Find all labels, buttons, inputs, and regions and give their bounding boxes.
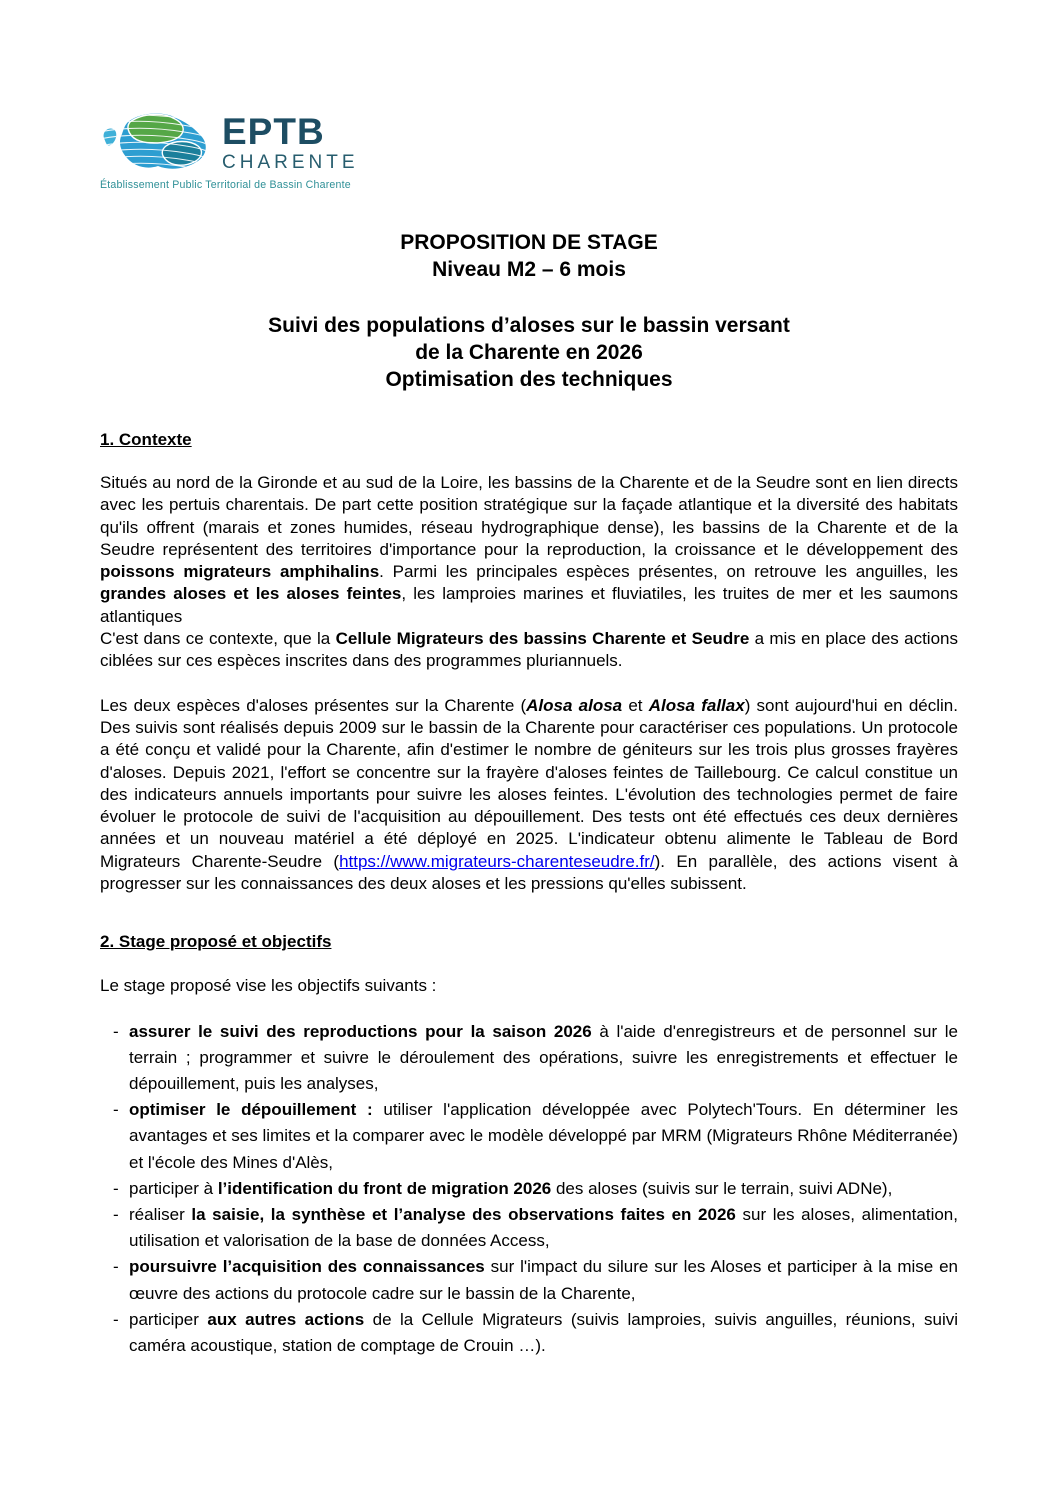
stage-intro: Le stage proposé vise les objectifs suivants : bbox=[100, 976, 437, 996]
objectives-list bbox=[112, 1019, 958, 1360]
bullet-marker: - bbox=[113, 1178, 119, 1198]
text-run: poursuivre l’acquisition des connaissances bbox=[129, 1257, 485, 1277]
text-run: Cellule Migrateurs des bassins Charente et Seudre bbox=[335, 629, 750, 649]
text-run: des aloses (suivis sur le terrain, suivi ADNe), bbox=[551, 1178, 893, 1198]
text-run: C'est dans ce contexte, que la bbox=[100, 629, 336, 649]
text-run: a mis en place des actions ciblées sur ces espèces inscrites dans des programmes pluriannuels. bbox=[100, 629, 958, 671]
document-subtitle-block bbox=[100, 312, 958, 393]
migrateurs-website-link[interactable]: https://www.migrateurs-charenteseudre.fr/ bbox=[339, 851, 655, 871]
bullet-marker: - bbox=[113, 1205, 119, 1225]
document-title-block bbox=[100, 229, 958, 283]
text-run: participer à bbox=[129, 1178, 218, 1198]
subtitle-line-3: Optimisation des techniques bbox=[385, 368, 673, 391]
text-run: réaliser bbox=[129, 1205, 192, 1225]
logo-tagline: Établissement Public Territorial de Bassin Charente bbox=[100, 179, 351, 191]
document-title: PROPOSITION DE STAGE bbox=[400, 231, 658, 254]
contexte-paragraph-1 bbox=[100, 472, 958, 673]
text-run: l’identification du front de migration 2026 bbox=[217, 1178, 552, 1198]
objective-item bbox=[112, 1254, 958, 1306]
objective-item bbox=[112, 1202, 958, 1254]
objective-item bbox=[112, 1307, 958, 1359]
logo-brand: EPTB bbox=[222, 111, 325, 152]
text-run: Situés au nord de la Gironde et au sud de la Loire, les bassins de la Charente et de la Seudre sont en lien directs avec les pertuis charentais. De part cette position stratégique sur la façade atlantique et la diversité des habitats qu'ils offrent (marais et zones humides, réseau hydrographique dense), les bassins de la Charente et de la Seudre représentent des territoires d'importance pour la reproduction, la croissance et le développement des bbox=[100, 473, 958, 559]
watershed-map-icon bbox=[100, 108, 212, 174]
bullet-marker: - bbox=[113, 1309, 119, 1329]
objective-item bbox=[112, 1019, 958, 1098]
document-title-level: Niveau M2 – 6 mois bbox=[432, 258, 626, 281]
text-run: grandes aloses et les aloses feintes bbox=[100, 584, 402, 604]
objective-text bbox=[129, 1205, 958, 1250]
text-run: utiliser l'application développée avec Polytech'Tours. En déterminer les avantages et ses limites et la comparer avec le modèle développé par MRM (Migrateurs Rhône Méditerranée) et l'école des Mines d'Alès, bbox=[129, 1100, 958, 1172]
text-run: Alosa fallax bbox=[648, 695, 745, 715]
text-run: participer bbox=[129, 1309, 208, 1329]
text-run: ) sont aujourd'hui en déclin. Des suivis sont réalisés depuis 2009 sur le bassin de la Charente pour caractériser ces populations. Un protocole a été conçu et validé pour la Charente, afin d'estimer le nombre de géniteurs sur les trois plus grosses frayères d'aloses. Depuis 2021, l'effort se concentre sur la frayère d'aloses feintes de Taillebourg. Ce calcul constitue un des indicateurs annuels importants pour suivre les aloses feintes. L'évolution des technologies permet de faire évoluer le protocole de suivi de l'acquisition au dépouillement. Des tests ont été effectués ces deux dernières années et un nouveau matériel a été déployé en 2025. L'indicateur obtenu alimente le Tableau de Bord Migrateurs Charente-Seudre ( bbox=[100, 695, 958, 871]
subtitle-line-1: Suivi des populations d’aloses sur le bassin versant bbox=[268, 314, 790, 337]
text-run: poissons migrateurs amphihalins bbox=[100, 562, 380, 582]
text-run: et bbox=[622, 695, 649, 715]
bullet-marker: - bbox=[113, 1257, 119, 1277]
objective-text bbox=[129, 1257, 958, 1302]
objective-text bbox=[129, 1022, 958, 1093]
text-run: . Parmi les principales espèces présentes, on retrouve les anguilles, les bbox=[379, 562, 958, 582]
logo-text bbox=[222, 113, 359, 174]
eptb-logo bbox=[100, 108, 360, 191]
objective-text bbox=[129, 1179, 892, 1198]
text-run: de la Cellule Migrateurs (suivis lamproies, suivis anguilles, réunions, suivi caméra acoustique, station de comptage de Crouin …). bbox=[129, 1309, 959, 1356]
logo-name: CHARENTE bbox=[222, 152, 359, 173]
objective-text bbox=[129, 1310, 958, 1355]
text-run: Les deux espèces d'aloses présentes sur la Charente ( bbox=[100, 695, 527, 715]
text-run: aux autres actions bbox=[207, 1309, 365, 1329]
text-run: à l'aide d'enregistreurs et de personnel sur le terrain ; programmer et suivre le déroulement des opérations, suivre les enregistrements et effectuer le dépouillement, puis les analyses, bbox=[129, 1021, 958, 1094]
contexte-paragraph-2 bbox=[100, 695, 958, 896]
text-run: assurer le suivi des reproductions pour la saison 2026 bbox=[129, 1021, 592, 1041]
text-run: ). En parallèle, des actions visent à progresser sur les connaissances des deux aloses et les pressions qu'elles subissent. bbox=[100, 851, 958, 894]
text-run: sur les aloses, alimentation, utilisation et valorisation de la base de données Access, bbox=[129, 1205, 958, 1251]
text-run: optimiser le dépouillement : bbox=[129, 1100, 373, 1120]
section-heading-contexte: 1. Contexte bbox=[100, 430, 192, 449]
objective-item bbox=[112, 1097, 958, 1176]
text-run: , les lamproies marines et fluviatiles, les truites de mer et les saumons atlantiques bbox=[100, 584, 958, 626]
bullet-marker: - bbox=[113, 1021, 119, 1041]
text-run: Alosa alosa bbox=[526, 695, 623, 715]
objective-text bbox=[129, 1100, 958, 1171]
objective-item bbox=[112, 1176, 958, 1202]
subtitle-line-2: de la Charente en 2026 bbox=[415, 341, 643, 364]
text-run: sur l'impact du silure sur les Aloses et participer à la mise en œuvre des actions du protocole cadre sur le bassin de la Charente, bbox=[129, 1257, 958, 1303]
bullet-marker: - bbox=[113, 1100, 119, 1120]
logo-row bbox=[100, 108, 360, 174]
text-run: la saisie, la synthèse et l’analyse des observations faites en 2026 bbox=[191, 1205, 736, 1225]
section-heading-stage: 2. Stage proposé et objectifs bbox=[100, 932, 332, 952]
